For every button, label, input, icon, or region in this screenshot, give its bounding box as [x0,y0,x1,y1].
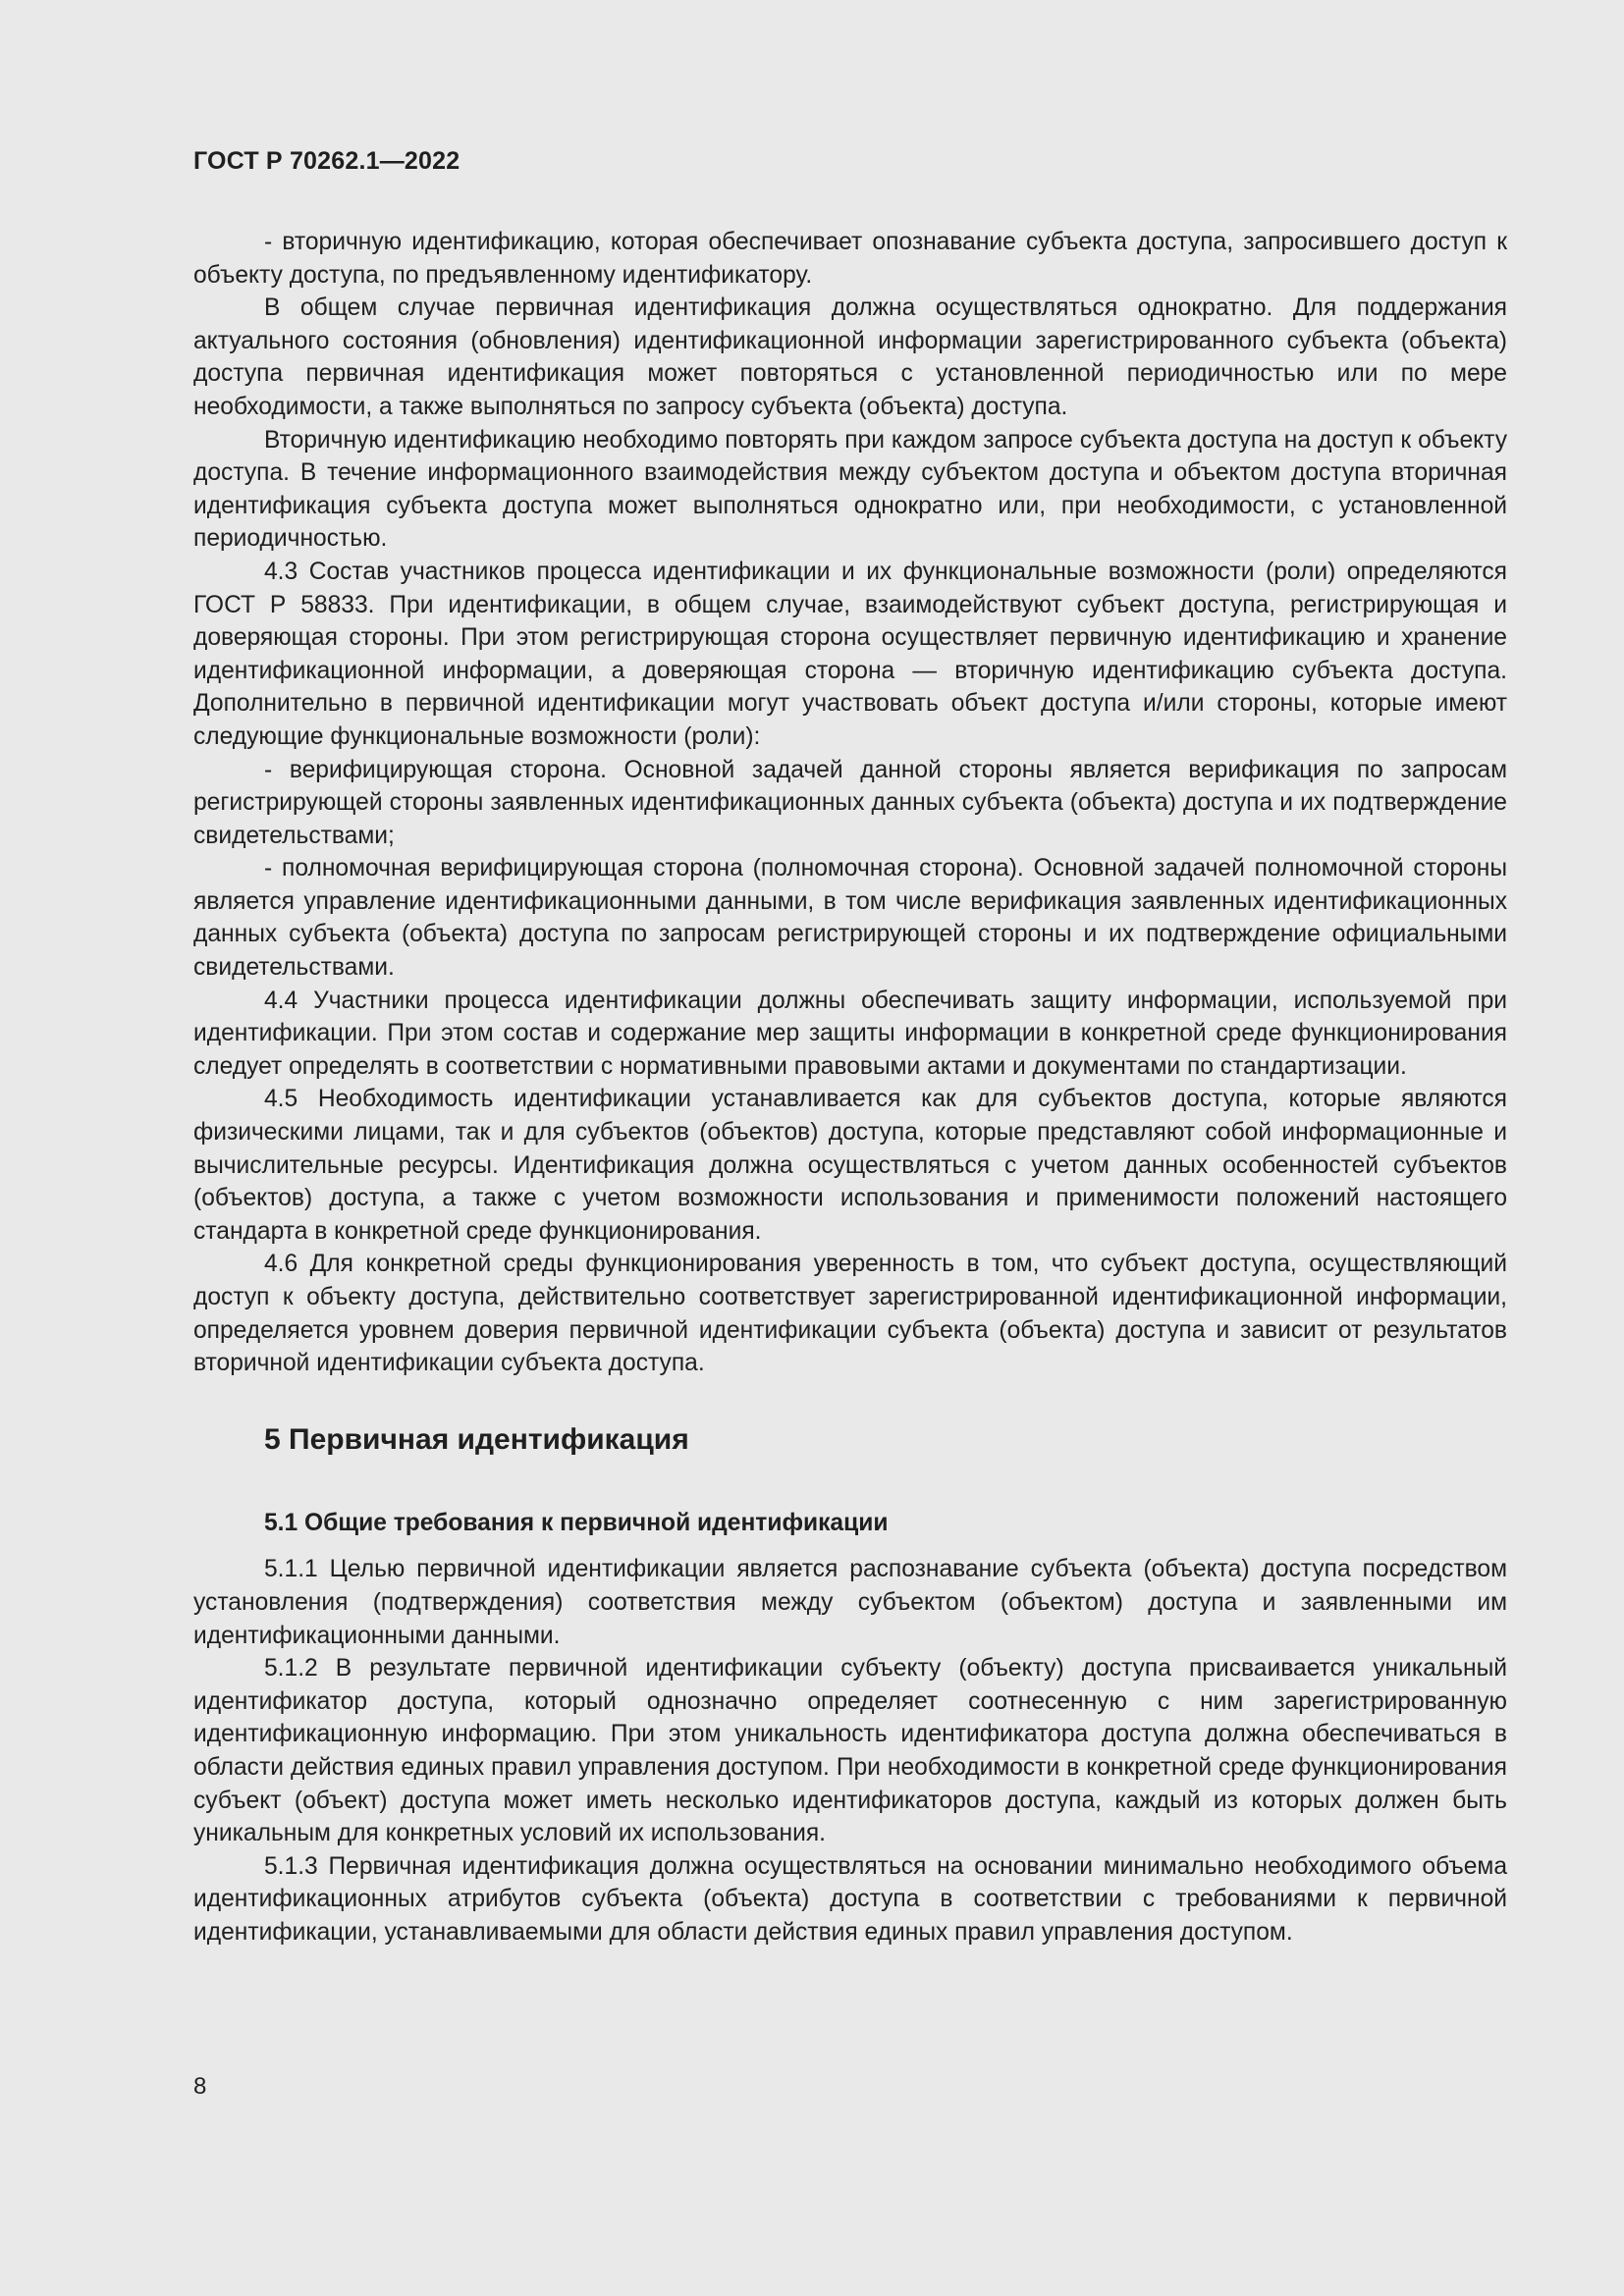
subsection-heading: 5.1 Общие требования к первичной идентификации [264,1509,889,1536]
paragraph: 5.1.3 Первичная идентификация должна осуществляться на основании минимально необходимого объема идентификационных атрибутов субъекта (объекта) доступа в соответствии с требованиями к первичной идентификации, устанавливаемыми для области действия единых правил управления доступом. [193,1852,1507,1946]
paragraph: 5.1.2 В результате первичной идентификации субъекту (объекту) доступа присваивается уникальный идентификатор доступа, который однозначно определяет соотнесенную с ним зарегистрированную идентификационную информацию. При этом уникальность идентификатора доступа должна обеспечиваться в области действия единых правил управления доступом. При необходимости в конкретной среде функционирования субъект (объект) доступа может иметь несколько идентификаторов доступа, каждый из которых должен быть уникальным для конкретных условий их использования. [193,1655,1507,1847]
paragraph: Вторичную идентификацию необходимо повторять при каждом запросе субъекта доступа на доступ к объекту доступа. В течение информационного взаимодействия между субъектом доступа и объектом доступа вторичная идентификация субъекта доступа может выполняться однократно или, при необходимости, с установленной периодичностью. [193,426,1507,553]
paragraph: 4.3 Состав участников процесса идентификации и их функциональные возможности (роли) определяются ГОСТ Р 58833. При идентификации, в общем случае, взаимодействуют субъект доступа, регистрирующая и доверяющая стороны. При этом регистрирующая сторона осуществляет первичную идентификацию и хранение идентификационной информации, а доверяющая сторона — вторичную идентификацию субъекта доступа. Дополнительно в первичной идентификации могут участвовать объект доступа и/или стороны, которые имеют следующие функциональные возможности (роли): [193,558,1507,750]
page-number: 8 [193,2073,207,2100]
paragraph: 4.5 Необходимость идентификации устанавливается как для субъектов доступа, которые являются физическими лицами, так и для субъектов (объектов) доступа, которые представляют собой информационные и вычислительные ресурсы. Идентификация должна осуществляться с учетом данных особенностей субъектов (объектов) доступа, а также с учетом возможности использования и применимости положений настоящего стандарта в конкретной среде функционирования. [193,1086,1507,1245]
paragraph: 5.1.1 Целью первичной идентификации является распознавание субъекта (объекта) доступа посредством установления (подтверждения) соответствия между субъектом (объектом) доступа и заявленными им идентификационными данными. [193,1556,1507,1649]
paragraph: 4.4 Участники процесса идентификации должны обеспечивать защиту информации, используемой при идентификации. При этом состав и содержание мер защиты информации в конкретной среде функционирования следует определять в соответствии с нормативными правовыми актами и документами по стандартизации. [193,987,1507,1080]
paragraph: - вторичную идентификацию, которая обеспечивает опознавание субъекта доступа, запросившего доступ к объекту доступа, по предъявленному идентификатору. [193,229,1507,289]
paragraph: В общем случае первичная идентификация должна осуществляться однократно. Для поддержания актуального состояния (обновления) идентификационной информации зарегистрированного субъекта (объекта) доступа первичная идентификация может повторяться с установленной периодичностью или по мере необходимости, а также выполняться по запросу субъекта (объекта) доступа. [193,294,1507,420]
paragraph: 4.6 Для конкретной среды функционирования уверенность в том, что субъект доступа, осуществляющий доступ к объекту доступа, действительно соответствует зарегистрированной идентификационной информации, определяется уровнем доверия первичной идентификации субъекта (объекта) доступа и зависит от результатов вторичной идентификации субъекта доступа. [193,1251,1507,1377]
paragraph: - полномочная верифицирующая сторона (полномочная сторона). Основной задачей полномочной стороны является управление идентификационными данными, в том числе верификация заявленных идентификационных данных субъекта (объекта) доступа по запросам регистрирующей стороны и их подтверждение официальными свидетельствами. [193,855,1507,982]
document-code: ГОСТ Р 70262.1—2022 [193,147,460,175]
document-body [193,226,1507,1949]
section-heading: 5 Первичная идентификация [264,1422,689,1456]
paragraph: - верифицирующая сторона. Основной задачей данной стороны является верификация по запросам регистрирующей стороны заявленных идентификационных данных субъекта (объекта) доступа и их подтверждение свидетельствами; [193,756,1507,849]
